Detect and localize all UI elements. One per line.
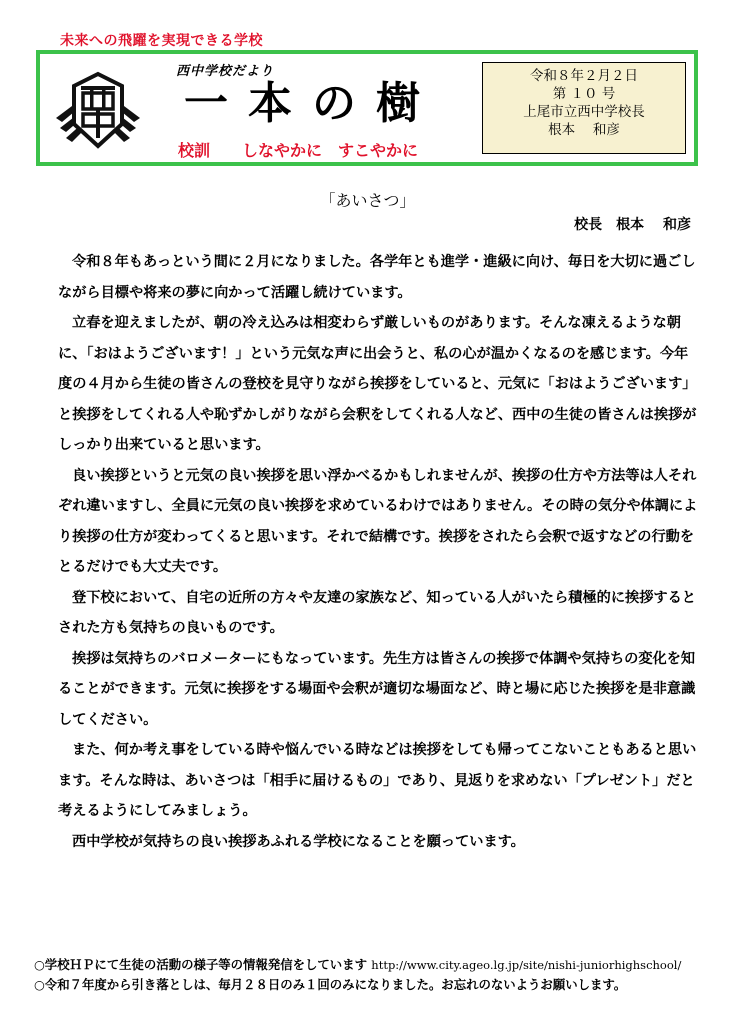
issue-school: 上尾市立西中学校長: [523, 104, 645, 120]
article-body: [58, 247, 700, 857]
paragraph: 令和８年もあっという間に２月になりました。各学年とも進学・進級に向け、毎日を大切に過ごしながら目標や将来の夢に向かって活躍し続けています。: [58, 254, 696, 301]
paragraph: 西中学校が気持ちの良い挨拶あふれる学校になることを願っています。: [72, 833, 525, 850]
paragraph: 挨拶は気持ちのバロメーターにもなっています。先生方は皆さんの挨拶で体調や気持ちの変化を知ることができます。元気に挨拶をする場面や会釈が適切な場面など、時と場に応じた挨拶を是非意識してください。: [58, 650, 696, 728]
school-slogan: 未来への飛躍を実現できる学校: [60, 33, 263, 49]
newsletter-subtitle: 西中学校だより: [176, 64, 275, 79]
footer-line-website: [34, 955, 714, 975]
article-author: 校長 根本 和彦: [574, 217, 691, 233]
footer-line-payment: ○令和７年度から引き落としは、毎月２８日のみ１回のみになりました。お忘れのないようお願いします。: [34, 977, 627, 992]
paragraph: また、何か考え事をしている時や悩んでいる時などは挨拶をしても帰ってこないこともあると思います。そんな時は、あいさつは「相手に届けるもの」であり、見返りを求めない「プレゼント」だと考えるようにしてみましょう。: [58, 742, 697, 819]
paragraph: 登下校において、自宅の近所の方々や友達の家族など、知っている人がいたら積極的に挨拶するとされた方も気持ちの良いものです。: [58, 589, 696, 636]
paragraph: 良い挨拶というと元気の良い挨拶を思い浮かべるかもしれませんが、挨拶の仕方や方法等は人それぞれ違いますし、全員に元気の良い挨拶を求めているわけではありません。その時の気分や体調により挨拶の仕方が変わってくると思います。それで結構です。挨拶をされたら会釈で返すなどの行動をとるだけでも大丈夫です。: [58, 467, 698, 575]
issue-number: 第 １０ 号: [552, 86, 616, 102]
issue-date: 令和８年２月２日: [530, 68, 638, 84]
emblem-graphic: [52, 66, 144, 152]
school-website-link[interactable]: http://www.city.ageo.lg.jp/site/nishi-juniorhighschool/: [371, 958, 682, 972]
newsletter-header: [36, 50, 698, 166]
paragraph: 立春を迎えましたが、朝の冷え込みは相変わらず厳しいものがあります。そんな凍えるような朝に、「おはようございます！」という元気な声に出会うと、私の心が温かくなるのを感じます。今年度の４月から生徒の皆さんの登校を見守りながら挨拶をしていると、元気に「おはようございます」と挨拶をしてくれる人や恥ずかしがりながら会釈をしてくれる人など、西中の生徒の皆さんは挨拶がしっかり出来ていると思います。: [58, 315, 697, 453]
issue-info-box: [482, 62, 686, 154]
footer-website-text: ○学校ＨＰにて生徒の活動の様子等の情報発信をしています: [34, 957, 367, 972]
footer-notes: [34, 955, 714, 994]
school-motto: 校訓 しなやかに すこやかに: [178, 141, 419, 160]
school-emblem: [52, 66, 144, 152]
issue-principal: 根本 和彦: [548, 122, 620, 138]
article-title: 「あいさつ」: [319, 191, 416, 210]
newsletter-title: 一本の樹: [184, 78, 440, 129]
